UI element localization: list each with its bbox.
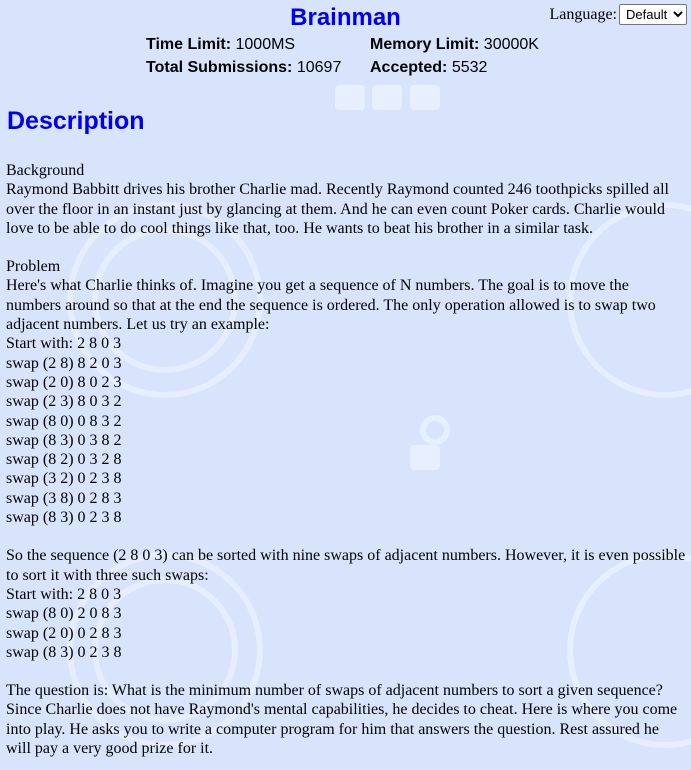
language-select[interactable] [619,4,687,25]
description-body [6,161,687,758]
problem-limits [146,36,539,77]
example-line: swap (8 0) 2 0 8 3 [6,605,122,623]
total-submissions-value: 10697 [296,59,342,76]
example-line: swap (8 3) 0 2 3 8 [6,643,122,661]
language-label: Language: [549,5,617,23]
example-line: swap (8 2) 0 3 2 8 [6,451,122,469]
problem-text: Here's what Charlie thinks of. Imagine you get a sequence of N numbers. The goal is to move the numbers around so that at the end the sequence is ordered. The only operation allowed is to swap two adjacent numbers. Let us try an example: [6,277,656,334]
example-swaps-2 [6,585,687,662]
background-text: Raymond Babbitt drives his brother Charlie mad. Recently Raymond counted 246 toothpicks spilled all over the floor in an instant just by glancing at them. And he can even count Poker cards. Charlie would love to be able to do cool things like that, too. He wants to beat his brother in a similar task. [6,181,669,237]
example-line: swap (3 2) 0 2 3 8 [6,470,122,488]
example-swaps-1 [6,334,687,527]
time-limit-value: 1000MS [235,36,296,53]
middle-text: So the sequence (2 8 0 3) can be sorted with nine swaps of adjacent numbers. However, it is even possible to sort it with three such swaps: [6,547,686,584]
problem-title: Brainman [290,4,401,31]
example-line: Start with: 2 8 0 3 [6,335,122,353]
memory-limit: Memory Limit: 30000K [370,36,539,53]
time-limit: Time Limit: 1000MS [146,36,296,53]
total-submissions: Total Submissions: 10697 [146,59,342,76]
example-line: swap (8 0) 0 8 3 2 [6,412,122,430]
example-line: swap (2 0) 8 0 2 3 [6,373,122,391]
example-line: swap (2 8) 8 2 0 3 [6,354,122,372]
example-line: swap (8 3) 0 2 3 8 [6,509,122,527]
example-line: swap (2 0) 0 2 8 3 [6,624,122,642]
language-selector [549,4,687,25]
background-heading: Background [6,162,85,179]
memory-limit-value: 30000K [483,36,539,53]
example-line: swap (2 3) 8 0 3 2 [6,393,122,411]
problem-header [0,0,691,90]
accepted-value: 5532 [451,59,488,76]
example-line: swap (8 3) 0 3 8 2 [6,431,122,449]
final-text: The question is: What is the minimum number of swaps of adjacent numbers to sort a given sequence?Since Charlie does not have Raymond's mental capabilities, he decides to cheat. Here is where you come into play. He asks you to write a computer program for him that answers the question. Rest assured he will pay a very good prize for it. [6,682,678,758]
accepted: Accepted: 5532 [370,59,488,76]
example-line: swap (3 8) 0 2 8 3 [6,489,122,507]
example-line: Start with: 2 8 0 3 [6,585,122,603]
description-heading: Description [7,107,145,135]
problem-heading: Problem [6,258,61,276]
